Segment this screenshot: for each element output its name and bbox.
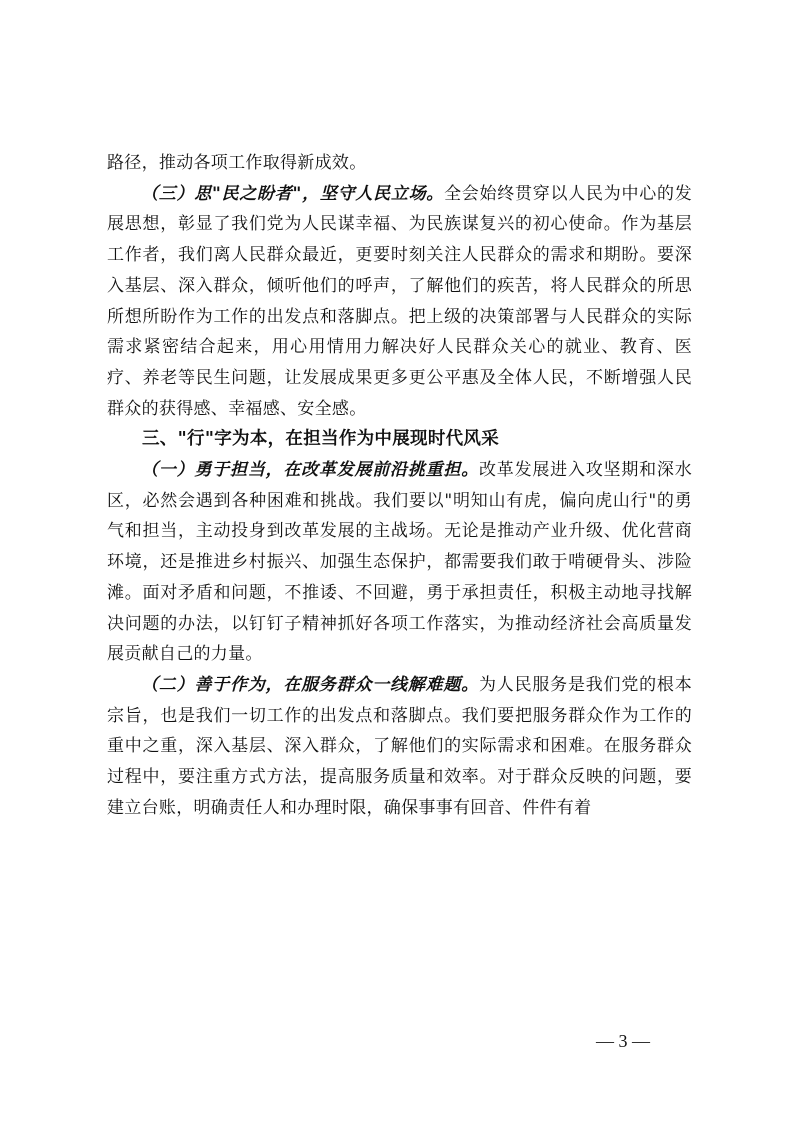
continuation-paragraph xyxy=(107,148,692,179)
page-number: — 3 — xyxy=(596,1031,650,1051)
point-paragraph-3 xyxy=(107,179,692,425)
paragraph-text: 全会始终贯穿以人民为中心的发展思想，彰显了我们党为人民谋幸福、为民族谋复兴的初心使命。作为基层工作者，我们离人民群众最近，更要时刻关注人民群众的需求和期盼。要深入基层、深入群众，倾听他们的呼声，了解他们的疾苦，将人民群众的所思所想所盼作为工作的出发点和落脚点。把上级的决策部署与人民群众的实际需求紧密结合起来，用心用情用力解决好人民群众关心的就业、教育、医疗、养老等民生问题，让发展成果更多更公平惠及全体人民，不断增强人民群众的获得感、幸福感、安全感。 xyxy=(107,183,692,419)
point-paragraph-2 xyxy=(107,670,692,824)
point-paragraph-1 xyxy=(107,455,692,670)
paragraph-lead: （一）勇于担当，在改革发展前沿挑重担。 xyxy=(141,460,480,481)
paragraph-text: 为人民服务是我们党的根本宗旨，也是我们一切工作的出发点和落脚点。我们要把服务群众作为工作的重中之重，深入基层、深入群众，了解他们的实际需求和困难。在服务群众过程中，要注重方式方法，提高服务质量和效率。对于群众反映的问题，要建立台账，明确责任人和办理时限，确保事事有回音、件件有着 xyxy=(107,674,693,818)
paragraph-lead: （三）思"民之盼者"，坚守人民立场。 xyxy=(141,183,445,204)
paragraph-lead: （二）善于作为，在服务群众一线解难题。 xyxy=(141,674,480,695)
section-heading: 三、"行"字为本，在担当作为中展现时代风采 xyxy=(142,429,500,450)
paragraph-text: 改革发展进入攻坚期和深水区，必然会遇到各种困难和挑战。我们要以"明知山有虎，偏向虎山行"的勇气和担当，主动投身到改革发展的主战场。无论是推动产业升级、优化营商环境，还是推进乡村振兴、加强生态保护，都需要我们敢于啃硬骨头、涉险滩。面对矛盾和问题，不推诿、不回避，勇于承担责任，积极主动地寻找解决问题的办法，以钉钉子精神抓好各项工作落实，为推动经济社会高质量发展贡献自己的力量。 xyxy=(107,460,693,665)
paragraph-text: 路径，推动各项工作取得新成效。 xyxy=(107,153,367,173)
document-body xyxy=(107,148,692,823)
